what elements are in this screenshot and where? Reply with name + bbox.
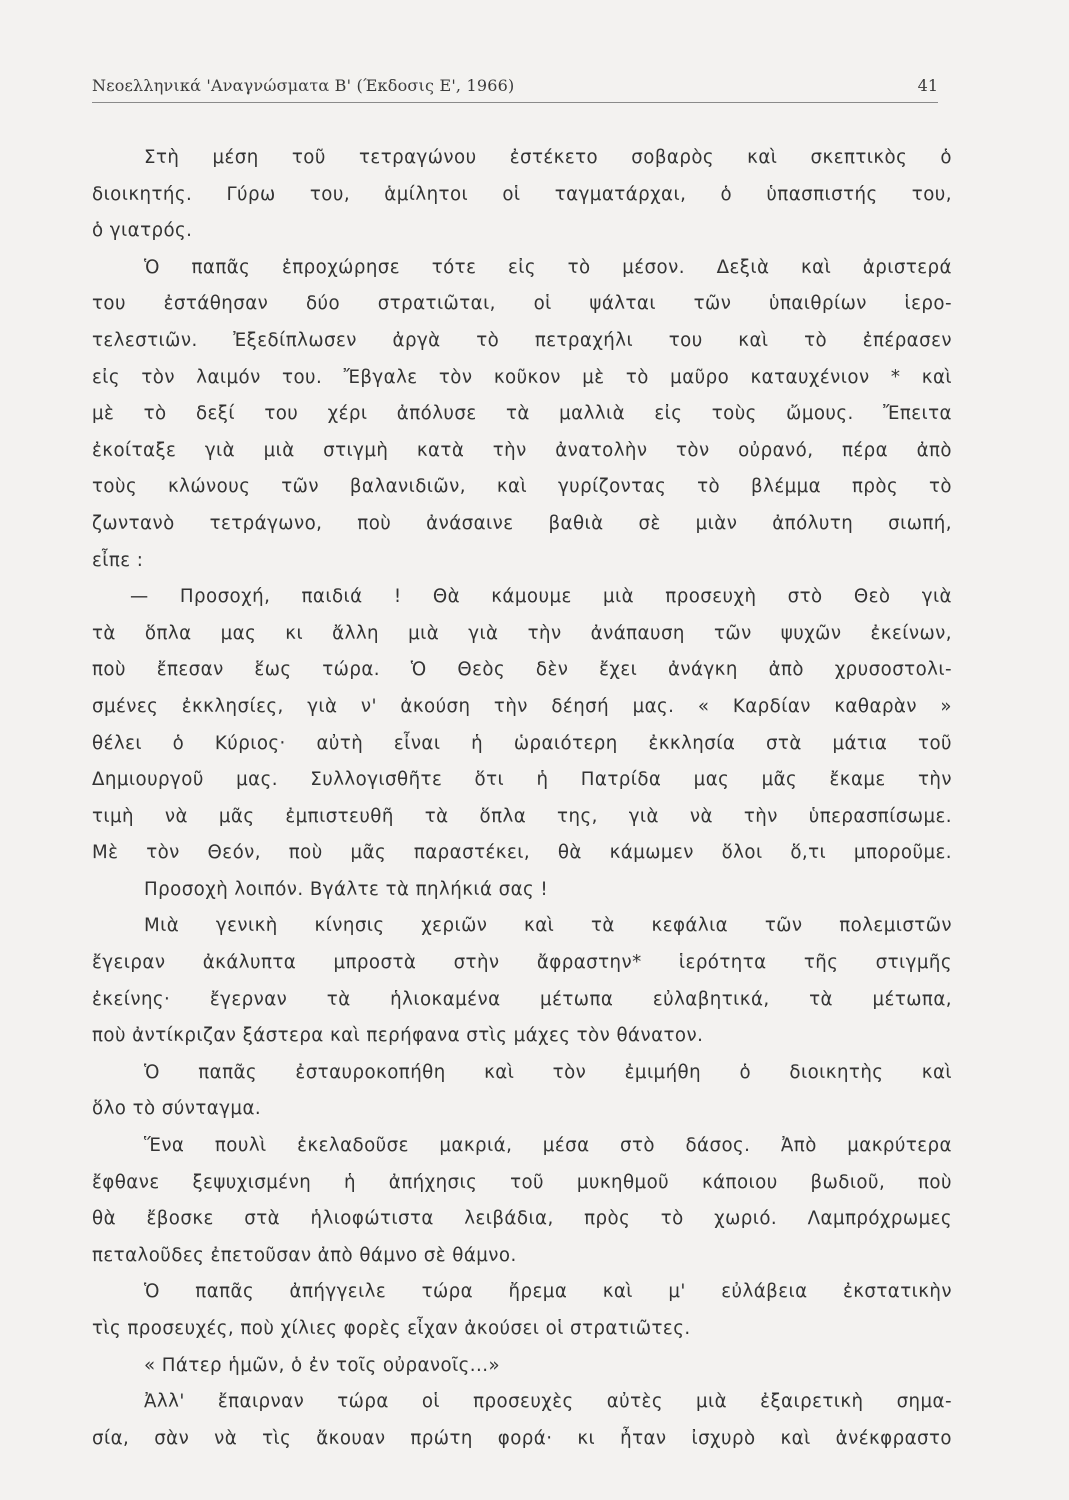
text-line: « Πάτερ ἡμῶν, ὁ ἐν τοῖς οὐρανοῖς...» xyxy=(144,1354,501,1376)
text-line: ἐκείνης· ἔγερναν τὰ ἡλιοκαμένα μέτωπα εὐλαβητικά, τὰ μέτωπα, xyxy=(92,988,952,1010)
text-line: Μιὰ γενικὴ κίνησις χεριῶν καὶ τὰ κεφάλια τῶν πολεμιστῶν xyxy=(144,915,952,937)
text-line: Στὴ μέση τοῦ τετραγώνου ἐστέκετο σοβαρὸς καὶ σκεπτικὸς ὁ xyxy=(144,147,952,168)
page-number: 41 xyxy=(917,76,938,95)
text-line: ἔγειραν ἀκάλυπτα μπροστὰ στὴν ἄφραστην* ἱερότητα τῆς στιγμῆς xyxy=(92,952,952,974)
text-line: Ὁ παπᾶς ἀπήγγειλε τώρα ἤρεμα καὶ μ' εὐλάβεια ἐκστατικὴν xyxy=(144,1281,952,1303)
text-line: θέλει ὁ Κύριος· αὐτὴ εἶναι ἡ ὡραιότερη ἐκκλησία στὰ μάτια τοῦ xyxy=(92,732,952,754)
text-line: τοὺς κλώνους τῶν βαλανιδιῶν, καὶ γυρίζοντας τὸ βλέμμα πρὸς τὸ xyxy=(92,476,952,498)
text-line: Μὲ τὸν Θεόν, ποὺ μᾶς παραστέκει, θὰ κάμωμεν ὅλοι ὅ,τι μποροῦμε. xyxy=(92,842,952,864)
text-line: ἐκοίταξε γιὰ μιὰ στιγμὴ κατὰ τὴν ἀνατολὴν τὸν οὐρανό, πέρα ἀπὸ xyxy=(92,439,952,461)
text-line: θὰ ἔβοσκε στὰ ἡλιοφώτιστα λειβάδια, πρὸς τὸ χωριό. Λαμπρόχρωμες xyxy=(92,1208,952,1230)
text-line: Δημιουργοῦ μας. Συλλογισθῆτε ὅτι ἡ Πατρίδα μας μᾶς ἔκαμε τὴν xyxy=(92,769,952,791)
text-line: — Προσοχή, παιδιά ! Θὰ κάμουμε μιὰ προσευχὴ στὸ Θεὸ γιὰ xyxy=(130,586,952,608)
text-line: μὲ τὸ δεξί του χέρι ἀπόλυσε τὰ μαλλιὰ εἰς τοὺς ὤμους. Ἔπειτα xyxy=(92,403,952,425)
text-line: ζωντανὸ τετράγωνο, ποὺ ἀνάσαινε βαθιὰ σὲ μιὰν ἀπόλυτη σιωπή, xyxy=(92,512,952,534)
body-text xyxy=(92,140,952,1457)
text-line: τιμὴ νὰ μᾶς ἐμπιστευθῆ τὰ ὅπλα της, γιὰ νὰ τὴν ὑπερασπίσωμε. xyxy=(92,805,952,827)
text-line: ἔφθανε ξεψυχισμένη ἡ ἀπήχησις τοῦ μυκηθμοῦ κάποιου βωδιοῦ, ποὺ xyxy=(92,1171,952,1193)
running-header xyxy=(92,74,938,103)
text-line: ὁ γιατρός. xyxy=(92,220,193,242)
text-line: Ἀλλ' ἔπαιρναν τώρα οἱ προσευχὲς αὐτὲς μιὰ ἐξαιρετικὴ σημα- xyxy=(144,1391,952,1413)
text-line: Ὁ παπᾶς ἐσταυροκοπήθη καὶ τὸν ἐμιμήθη ὁ διοικητὴς καὶ xyxy=(144,1061,952,1083)
text-line: του ἐστάθησαν δύο στρατιῶται, οἱ ψάλται τῶν ὑπαιθρίων ἱερο- xyxy=(92,293,952,315)
text-line: τελεστιῶν. Ἐξεδίπλωσεν ἀργὰ τὸ πετραχήλι του καὶ τὸ ἐπέρασεν xyxy=(92,329,952,351)
text-line: Ὁ παπᾶς ἐπροχώρησε τότε εἰς τὸ μέσον. Δεξιὰ καὶ ἀριστερά xyxy=(144,256,952,278)
text-line: ὅλο τὸ σύνταγμα. xyxy=(92,1098,262,1120)
text-line: σία, σὰν νὰ τὶς ἄκουαν πρώτη φορά· κι ἦταν ἰσχυρὸ καὶ ἀνέκφραστο xyxy=(92,1427,952,1449)
text-line: ποὺ ἀντίκριζαν ξάστερα καὶ περήφανα στὶς μάχες τὸν θάνατον. xyxy=(92,1025,704,1047)
text-line: ποὺ ἔπεσαν ἕως τώρα. Ὁ Θεὸς δὲν ἔχει ἀνάγκη ἀπὸ χρυσοστολι- xyxy=(92,659,952,681)
text-line: διοικητής. Γύρω του, ἁμίλητοι οἱ ταγματάρχαι, ὁ ὑπασπιστής του, xyxy=(92,183,952,205)
text-line: σμένες ἐκκλησίες, γιὰ ν' ἀκούση τὴν δέησή μας. « Καρδίαν καθαρὰν » xyxy=(92,695,952,717)
text-line: εἰς τὸν λαιμόν του. Ἔβγαλε τὸν κοῦκον μὲ τὸ μαῦρο καταυχένιον * καὶ xyxy=(92,366,952,388)
text-line: Ἕνα πουλὶ ἐκελαδοῦσε μακριά, μέσα στὸ δάσος. Ἀπὸ μακρύτερα xyxy=(144,1135,952,1157)
running-header-title: Νεοελληνικά 'Αναγνώσματα Β' (Έκδοσις Ε', 1966) xyxy=(92,76,515,95)
text-line: εἶπε : xyxy=(92,549,144,571)
text-line: Προσοχὴ λοιπόν. Βγάλτε τὰ πηλήκιά σας ! xyxy=(144,878,549,900)
text-line: τὰ ὅπλα μας κι ἄλλη μιὰ γιὰ τὴν ἀνάπαυση τῶν ψυχῶν ἐκείνων, xyxy=(92,622,952,644)
text-line: πεταλοῦδες ἐπετοῦσαν ἀπὸ θάμνο σὲ θάμνο. xyxy=(92,1244,517,1266)
text-line: τὶς προσευχές, ποὺ χίλιες φορὲς εἶχαν ἀκούσει οἱ στρατιῶτες. xyxy=(92,1318,691,1339)
